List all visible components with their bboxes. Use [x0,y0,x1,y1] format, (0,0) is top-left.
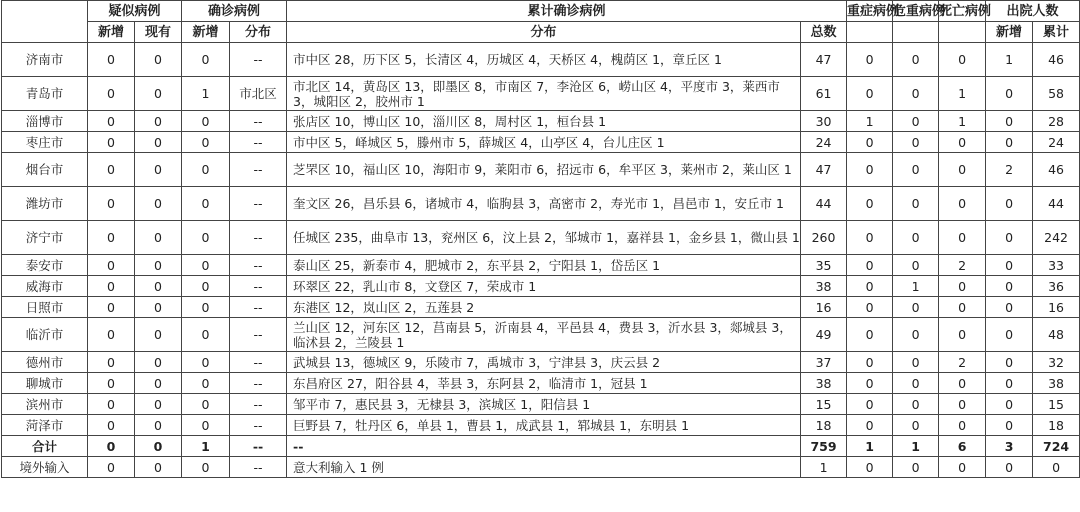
city-cell: 烟台市 [2,153,88,187]
city-cell: 济南市 [2,43,88,77]
confirmed-new-cell: 0 [182,187,230,221]
confirmed-distribution-cell: -- [230,297,287,318]
cumulative-distribution-cell: 武城县 13，德城区 9，乐陵市 7，禹城市 3，宁津县 3，庆云县 2 [287,352,801,373]
discharged-new-cell: 2 [986,153,1033,187]
table-row [2,373,1080,394]
critical-cell: 1 [893,436,939,457]
city-cell: 威海市 [2,276,88,297]
suspected-current-cell: 0 [135,132,182,153]
severe-cell: 0 [847,415,893,436]
suspected-current-cell: 0 [135,436,182,457]
discharged-total-cell: 36 [1033,276,1080,297]
city-cell: 日照市 [2,297,88,318]
critical-cell: 0 [893,77,939,111]
subheader-severe-blank [847,22,893,43]
cumulative-total-cell: 37 [801,352,847,373]
severe-cell: 0 [847,297,893,318]
discharged-new-cell: 0 [986,111,1033,132]
suspected-new-cell: 0 [88,153,135,187]
confirmed-distribution-cell: -- [230,394,287,415]
table-row [2,276,1080,297]
confirmed-new-cell: 0 [182,132,230,153]
discharged-total-cell: 38 [1033,373,1080,394]
table-row [2,221,1080,255]
confirmed-distribution-cell: -- [230,111,287,132]
city-cell: 临沂市 [2,318,88,352]
suspected-new-cell: 0 [88,297,135,318]
critical-cell: 0 [893,111,939,132]
confirmed-new-cell: 0 [182,415,230,436]
header-city-blank [2,1,88,43]
discharged-total-cell: 33 [1033,255,1080,276]
city-cell: 淄博市 [2,111,88,132]
table-row [2,77,1080,111]
table-row [2,415,1080,436]
discharged-new-cell: 0 [986,352,1033,373]
discharged-total-cell: 28 [1033,111,1080,132]
discharged-new-cell: 0 [986,77,1033,111]
cumulative-distribution-cell: 东港区 12，岚山区 2，五莲县 2 [287,297,801,318]
cumulative-total-cell: 759 [801,436,847,457]
header-suspected: 疑似病例 [88,1,182,22]
severe-cell: 0 [847,276,893,297]
confirmed-distribution-cell: -- [230,415,287,436]
confirmed-distribution-cell: -- [230,153,287,187]
subheader-confirmed-new: 新增 [182,22,230,43]
total-row [2,436,1080,457]
cumulative-distribution-cell: 东昌府区 27，阳谷县 4，莘县 3，东阿县 2，临清市 1，冠县 1 [287,373,801,394]
suspected-new-cell: 0 [88,276,135,297]
discharged-new-cell: 0 [986,457,1033,478]
severe-cell: 1 [847,111,893,132]
confirmed-distribution-cell: -- [230,276,287,297]
death-cell: 0 [939,276,986,297]
suspected-current-cell: 0 [135,318,182,352]
header-critical: 危重病例 [893,1,939,22]
discharged-total-cell: 32 [1033,352,1080,373]
suspected-new-cell: 0 [88,43,135,77]
discharged-total-cell: 44 [1033,187,1080,221]
suspected-current-cell: 0 [135,187,182,221]
table-row [2,132,1080,153]
confirmed-distribution-cell: -- [230,187,287,221]
confirmed-new-cell: 0 [182,221,230,255]
city-cell: 滨州市 [2,394,88,415]
header-discharged: 出院人数 [986,1,1080,22]
severe-cell: 0 [847,153,893,187]
confirmed-new-cell: 0 [182,255,230,276]
suspected-current-cell: 0 [135,352,182,373]
table-row [2,297,1080,318]
confirmed-new-cell: 0 [182,352,230,373]
cumulative-total-cell: 38 [801,373,847,394]
discharged-total-cell: 18 [1033,415,1080,436]
cumulative-distribution-cell: 意大利输入 1 例 [287,457,801,478]
suspected-new-cell: 0 [88,352,135,373]
confirmed-new-cell: 1 [182,77,230,111]
confirmed-distribution-cell: -- [230,318,287,352]
suspected-current-cell: 0 [135,77,182,111]
cumulative-distribution-cell: -- [287,436,801,457]
confirmed-new-cell: 0 [182,153,230,187]
subheader-confirmed-distribution: 分布 [230,22,287,43]
discharged-new-cell: 0 [986,318,1033,352]
imported-row [2,457,1080,478]
table-body [2,43,1080,478]
table-row [2,394,1080,415]
subheader-critical-blank [893,22,939,43]
discharged-new-cell: 3 [986,436,1033,457]
confirmed-new-cell: 0 [182,111,230,132]
critical-cell: 0 [893,132,939,153]
suspected-new-cell: 0 [88,255,135,276]
cumulative-total-cell: 38 [801,276,847,297]
suspected-current-cell: 0 [135,457,182,478]
city-cell: 泰安市 [2,255,88,276]
discharged-new-cell: 0 [986,373,1033,394]
cumulative-total-cell: 24 [801,132,847,153]
confirmed-distribution-cell: 市北区 [230,77,287,111]
cumulative-distribution-cell: 奎文区 26，昌乐县 6，诸城市 4，临朐县 3，高密市 2，寿光市 1，昌邑市 1，安丘市 1 [287,187,801,221]
severe-cell: 0 [847,43,893,77]
confirmed-new-cell: 0 [182,276,230,297]
city-cell: 青岛市 [2,77,88,111]
death-cell: 0 [939,132,986,153]
critical-cell: 0 [893,187,939,221]
city-cell: 德州市 [2,352,88,373]
discharged-new-cell: 1 [986,43,1033,77]
critical-cell: 0 [893,352,939,373]
header-confirmed: 确诊病例 [182,1,287,22]
suspected-current-cell: 0 [135,394,182,415]
suspected-new-cell: 0 [88,187,135,221]
death-cell: 1 [939,111,986,132]
discharged-new-cell: 0 [986,297,1033,318]
discharged-total-cell: 15 [1033,394,1080,415]
confirmed-distribution-cell: -- [230,373,287,394]
death-cell: 0 [939,373,986,394]
severe-cell: 0 [847,352,893,373]
death-cell: 0 [939,187,986,221]
confirmed-distribution-cell: -- [230,457,287,478]
table-row [2,255,1080,276]
city-cell: 潍坊市 [2,187,88,221]
confirmed-new-cell: 0 [182,43,230,77]
table-header [2,1,1080,43]
discharged-new-cell: 0 [986,221,1033,255]
subheader-cumulative-total: 总数 [801,22,847,43]
discharged-new-cell: 0 [986,394,1033,415]
header-death: 死亡病例 [939,1,986,22]
death-cell: 1 [939,77,986,111]
discharged-total-cell: 46 [1033,153,1080,187]
confirmed-distribution-cell: -- [230,255,287,276]
critical-cell: 0 [893,318,939,352]
cumulative-distribution-cell: 泰山区 25，新泰市 4，肥城市 2，东平县 2，宁阳县 1，岱岳区 1 [287,255,801,276]
severe-cell: 0 [847,394,893,415]
cumulative-distribution-cell: 环翠区 22，乳山市 8，文登区 7，荣成市 1 [287,276,801,297]
subheader-suspected-current: 现有 [135,22,182,43]
confirmed-new-cell: 0 [182,318,230,352]
critical-cell: 0 [893,415,939,436]
table-row [2,111,1080,132]
table-row [2,352,1080,373]
critical-cell: 0 [893,373,939,394]
death-cell: 0 [939,415,986,436]
table-row [2,153,1080,187]
confirmed-distribution-cell: -- [230,132,287,153]
discharged-new-cell: 0 [986,187,1033,221]
subheader-death-blank [939,22,986,43]
confirmed-distribution-cell: -- [230,352,287,373]
cumulative-total-cell: 35 [801,255,847,276]
confirmed-distribution-cell: -- [230,221,287,255]
cumulative-distribution-cell: 市北区 14，黄岛区 13，即墨区 8，市南区 7，李沧区 6，崂山区 4，平度市 3，莱西市 3，城阳区 2，胶州市 1 [287,77,801,111]
suspected-current-cell: 0 [135,111,182,132]
severe-cell: 1 [847,436,893,457]
death-cell: 2 [939,255,986,276]
cumulative-total-cell: 30 [801,111,847,132]
suspected-current-cell: 0 [135,43,182,77]
cumulative-distribution-cell: 市中区 5，峄城区 5，滕州市 5，薛城区 4，山亭区 4，台儿庄区 1 [287,132,801,153]
suspected-new-cell: 0 [88,436,135,457]
severe-cell: 0 [847,187,893,221]
suspected-new-cell: 0 [88,457,135,478]
subheader-suspected-new: 新增 [88,22,135,43]
header-cumulative: 累计确诊病例 [287,1,847,22]
table-row [2,43,1080,77]
critical-cell: 0 [893,221,939,255]
header-severe: 重症病例 [847,1,893,22]
suspected-new-cell: 0 [88,415,135,436]
severe-cell: 0 [847,77,893,111]
discharged-total-cell: 0 [1033,457,1080,478]
cumulative-total-cell: 1 [801,457,847,478]
suspected-current-cell: 0 [135,255,182,276]
discharged-new-cell: 0 [986,255,1033,276]
discharged-total-cell: 724 [1033,436,1080,457]
suspected-new-cell: 0 [88,394,135,415]
subheader-discharged-new: 新增 [986,22,1033,43]
suspected-current-cell: 0 [135,373,182,394]
city-cell: 境外输入 [2,457,88,478]
critical-cell: 0 [893,297,939,318]
critical-cell: 0 [893,255,939,276]
confirmed-distribution-cell: -- [230,436,287,457]
discharged-new-cell: 0 [986,276,1033,297]
suspected-new-cell: 0 [88,132,135,153]
cumulative-distribution-cell: 兰山区 12，河东区 12，莒南县 5，沂南县 4，平邑县 4，费县 3，沂水县 3，郯城县 3，临沭县 2，兰陵县 1 [287,318,801,352]
death-cell: 0 [939,221,986,255]
city-cell: 合计 [2,436,88,457]
city-cell: 菏泽市 [2,415,88,436]
cumulative-distribution-cell: 芝罘区 10，福山区 10，海阳市 9，莱阳市 6，招远市 6，牟平区 3，莱州市 2，莱山区 1 [287,153,801,187]
confirmed-new-cell: 0 [182,373,230,394]
cumulative-total-cell: 47 [801,43,847,77]
city-cell: 枣庄市 [2,132,88,153]
death-cell: 0 [939,394,986,415]
subheader-cumulative-distribution: 分布 [287,22,801,43]
confirmed-new-cell: 0 [182,394,230,415]
cumulative-total-cell: 260 [801,221,847,255]
cumulative-distribution-cell: 张店区 10，博山区 10，淄川区 8，周村区 1，桓台县 1 [287,111,801,132]
severe-cell: 0 [847,373,893,394]
discharged-total-cell: 46 [1033,43,1080,77]
table-row [2,187,1080,221]
suspected-new-cell: 0 [88,373,135,394]
city-cell: 聊城市 [2,373,88,394]
death-cell: 0 [939,153,986,187]
cumulative-distribution-cell: 邹平市 7，惠民县 3，无棣县 3，滨城区 1，阳信县 1 [287,394,801,415]
critical-cell: 0 [893,457,939,478]
discharged-total-cell: 242 [1033,221,1080,255]
suspected-new-cell: 0 [88,77,135,111]
severe-cell: 0 [847,221,893,255]
severe-cell: 0 [847,457,893,478]
critical-cell: 0 [893,153,939,187]
cumulative-total-cell: 44 [801,187,847,221]
suspected-current-cell: 0 [135,276,182,297]
death-cell: 0 [939,318,986,352]
cumulative-total-cell: 15 [801,394,847,415]
discharged-new-cell: 0 [986,415,1033,436]
death-cell: 0 [939,457,986,478]
confirmed-new-cell: 0 [182,457,230,478]
suspected-new-cell: 0 [88,111,135,132]
death-cell: 0 [939,297,986,318]
discharged-new-cell: 0 [986,132,1033,153]
suspected-current-cell: 0 [135,297,182,318]
suspected-new-cell: 0 [88,318,135,352]
discharged-total-cell: 48 [1033,318,1080,352]
table-row [2,318,1080,352]
case-statistics-table [1,0,1080,478]
cumulative-distribution-cell: 市中区 28，历下区 5，长清区 4，历城区 4，天桥区 4，槐荫区 1，章丘区 1 [287,43,801,77]
confirmed-new-cell: 0 [182,297,230,318]
critical-cell: 1 [893,276,939,297]
death-cell: 0 [939,43,986,77]
cumulative-total-cell: 47 [801,153,847,187]
cumulative-total-cell: 49 [801,318,847,352]
severe-cell: 0 [847,318,893,352]
severe-cell: 0 [847,132,893,153]
suspected-current-cell: 0 [135,153,182,187]
death-cell: 2 [939,352,986,373]
city-cell: 济宁市 [2,221,88,255]
suspected-current-cell: 0 [135,221,182,255]
discharged-total-cell: 58 [1033,77,1080,111]
cumulative-total-cell: 16 [801,297,847,318]
discharged-total-cell: 24 [1033,132,1080,153]
death-cell: 6 [939,436,986,457]
critical-cell: 0 [893,394,939,415]
suspected-new-cell: 0 [88,221,135,255]
critical-cell: 0 [893,43,939,77]
subheader-discharged-cumulative: 累计 [1033,22,1080,43]
cumulative-distribution-cell: 任城区 235，曲阜市 13，兖州区 6，汶上县 2，邹城市 1，嘉祥县 1，金乡县 1，微山县 1 [287,221,801,255]
cumulative-distribution-cell: 巨野县 7，牡丹区 6，单县 1，曹县 1，成武县 1，郓城县 1，东明县 1 [287,415,801,436]
cumulative-total-cell: 18 [801,415,847,436]
cumulative-total-cell: 61 [801,77,847,111]
suspected-current-cell: 0 [135,415,182,436]
severe-cell: 0 [847,255,893,276]
discharged-total-cell: 16 [1033,297,1080,318]
confirmed-distribution-cell: -- [230,43,287,77]
confirmed-new-cell: 1 [182,436,230,457]
